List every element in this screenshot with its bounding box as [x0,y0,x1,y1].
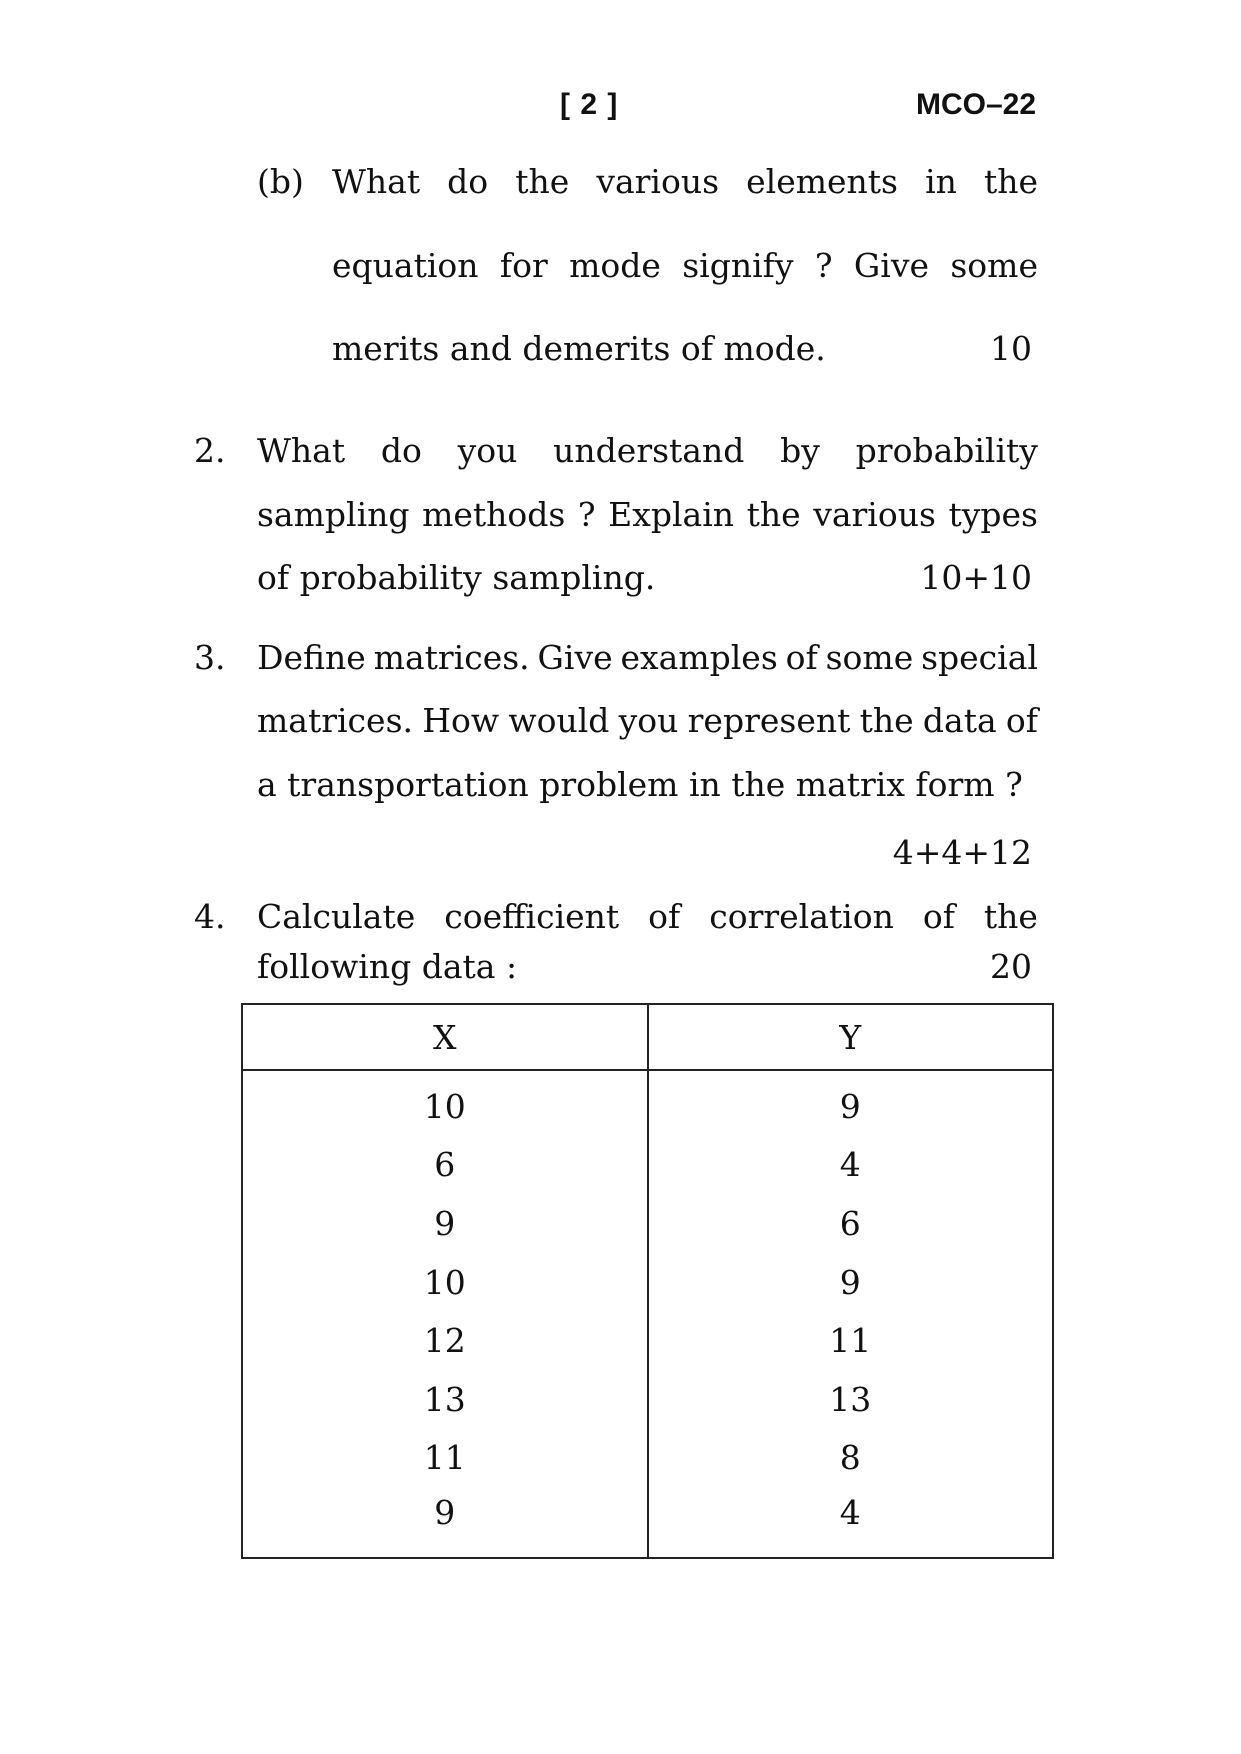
cell-y: 11 [648,1311,1054,1370]
q4-word: of [648,897,681,936]
q3-word: of [785,638,818,677]
q2-number: 2. [194,431,226,470]
table-row [242,1253,1053,1312]
q1b-word: mode [569,246,661,285]
q3-line-1 [257,638,1038,677]
q3-word: matrices. [257,701,413,740]
q4-word: of [922,897,955,936]
q3-word: Give [537,638,613,677]
table-row [242,1070,1053,1136]
q1b-label: (b) [257,162,304,201]
q3-word: examples [620,638,778,677]
q3-word: How [422,701,500,740]
q1b-word: equation [332,246,479,285]
q1b-word: do [447,162,489,201]
cell-x: 13 [242,1370,648,1429]
q3-word: data [922,701,997,740]
q1b-word: various [596,162,720,201]
q3-line-3: a transportation problem in the matrix form ? [257,765,1023,804]
q2-word: various [813,495,936,534]
q4-marks: 20 [990,947,1032,986]
q3-word: some [825,638,914,677]
q3-word: represent [687,701,851,740]
q3-number: 3. [194,638,226,677]
q1b-word: for [499,246,548,285]
cell-x: 11 [242,1429,648,1488]
cell-y: 9 [648,1070,1054,1136]
q2-word: the [746,495,801,534]
cell-x: 12 [242,1311,648,1370]
cell-y: 4 [648,1487,1054,1558]
q2-line-3: of probability sampling. [257,558,656,597]
cell-y: 13 [648,1370,1054,1429]
q4-word: correlation [709,897,894,936]
table-row [242,1311,1053,1370]
q3-marks: 4+4+12 [892,833,1032,872]
q1b-word: the [983,162,1038,201]
table-header-row [242,1004,1053,1070]
q3-word: Define [257,638,366,677]
q2-line-2 [257,495,1038,534]
table-row [242,1370,1053,1429]
cell-x: 9 [242,1194,648,1253]
course-code: MCO–22 [915,88,1036,121]
cell-x: 10 [242,1253,648,1312]
cell-x: 10 [242,1070,648,1136]
q2-word: understand [553,431,745,470]
q3-word: would [508,701,610,740]
cell-x: 9 [242,1487,648,1558]
q1b-marks: 10 [990,329,1032,368]
q2-word: ? [577,495,596,534]
q1b-word: in [925,162,957,201]
q2-word: What [257,431,346,470]
cell-y: 4 [648,1136,1054,1195]
q1b-word: elements [746,162,898,201]
q1b-word: the [515,162,570,201]
cell-y: 8 [648,1429,1054,1488]
table-row [242,1429,1053,1488]
q4-line-1 [257,897,1038,936]
table-row [242,1487,1053,1558]
q1b-line-1 [332,162,1038,201]
q2-word: do [380,431,422,470]
q1b-word: What [332,162,421,201]
q4-word: Calculate [257,897,416,936]
cell-y: 9 [648,1253,1054,1312]
q2-word: by [780,431,820,470]
column-header-y: Y [648,1004,1054,1070]
q3-word: of [1005,701,1038,740]
page-number: [ 2 ] [560,88,619,121]
q4-word: coefficient [444,897,620,936]
q3-word: you [618,701,679,740]
column-header-x: X [242,1004,648,1070]
q1b-line-2 [332,246,1038,285]
q2-word: probability [855,431,1038,470]
q2-word: you [457,431,518,470]
q1b-line-3: merits and demerits of mode. [332,329,826,368]
q3-word: matrices. [373,638,530,677]
q4-number: 4. [194,897,226,936]
q2-word: methods [422,495,566,534]
q1b-word: signify [682,246,794,285]
q1b-word: Give [853,246,930,285]
cell-y: 6 [648,1194,1054,1253]
q3-word: special [921,638,1038,677]
q2-word: Explain [608,495,735,534]
cell-x: 6 [242,1136,648,1195]
table-row [242,1194,1053,1253]
q2-word: types [948,495,1038,534]
q4-line-2: following data : [257,947,518,986]
q2-word: sampling [257,495,410,534]
table-row [242,1136,1053,1195]
q3-word: the [859,701,914,740]
q1b-word: ? [814,246,833,285]
q2-marks: 10+10 [920,558,1032,597]
q3-line-2 [257,701,1038,740]
correlation-data-table [241,1003,1054,1559]
q4-word: the [983,897,1038,936]
q1b-word: some [950,246,1038,285]
q2-line-1 [257,431,1038,470]
